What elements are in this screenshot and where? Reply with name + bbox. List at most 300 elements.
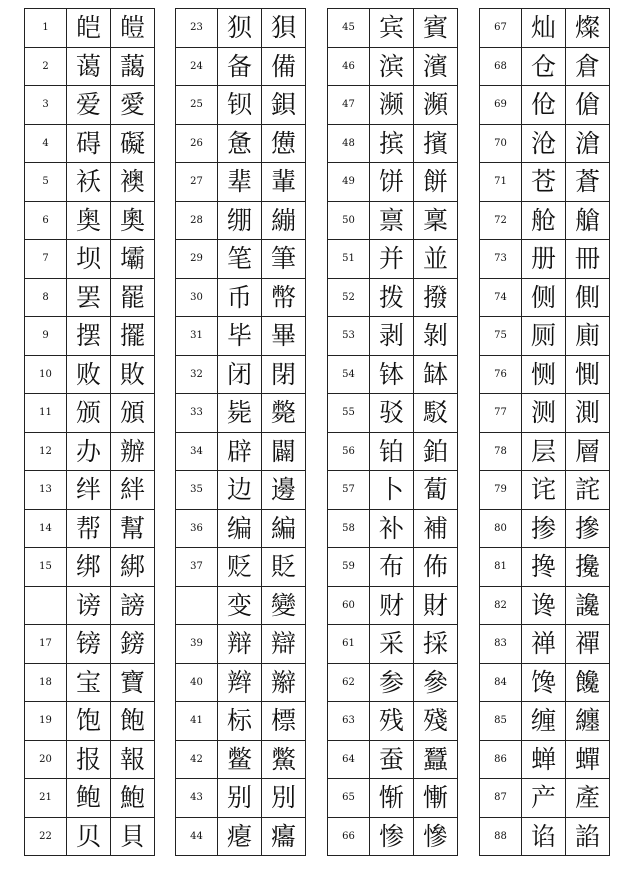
simplified-character: 毙	[218, 394, 262, 433]
table-row	[25, 740, 155, 779]
simplified-character: 边	[218, 471, 262, 510]
simplified-character: 铂	[370, 432, 414, 471]
table-row	[25, 394, 155, 433]
row-number: 32	[176, 355, 218, 394]
table-row	[480, 124, 610, 163]
row-number: 10	[25, 355, 67, 394]
traditional-character: 斃	[262, 394, 306, 433]
row-number: 74	[480, 278, 522, 317]
traditional-character: 駁	[414, 394, 458, 433]
simplified-character: 测	[522, 394, 566, 433]
row-number: 58	[328, 509, 370, 548]
table-row	[328, 355, 458, 394]
row-number: 60	[328, 586, 370, 625]
table-row	[25, 471, 155, 510]
row-number: 37	[176, 548, 218, 587]
table-row	[176, 586, 306, 625]
table-row	[25, 779, 155, 818]
table-row	[176, 471, 306, 510]
traditional-character: 筆	[262, 240, 306, 279]
traditional-character: 產	[566, 779, 610, 818]
simplified-character: 颁	[67, 394, 111, 433]
simplified-character: 币	[218, 278, 262, 317]
row-number: 14	[25, 509, 67, 548]
table-row	[328, 240, 458, 279]
row-number: 24	[176, 47, 218, 86]
row-number: 81	[480, 548, 522, 587]
traditional-character: 層	[566, 432, 610, 471]
simplified-character: 碍	[67, 124, 111, 163]
table-row	[176, 817, 306, 856]
table-row	[328, 740, 458, 779]
table-row	[176, 240, 306, 279]
table-row	[176, 740, 306, 779]
traditional-character: 參	[414, 663, 458, 702]
traditional-character: 攙	[566, 548, 610, 587]
traditional-character: 惻	[566, 355, 610, 394]
simplified-character: 袄	[67, 163, 111, 202]
row-number: 5	[25, 163, 67, 202]
traditional-character: 瀕	[414, 86, 458, 125]
row-number: 2	[25, 47, 67, 86]
row-number: 53	[328, 317, 370, 356]
row-number: 15	[25, 548, 67, 587]
row-number: 64	[328, 740, 370, 779]
table-row	[25, 625, 155, 664]
row-number: 29	[176, 240, 218, 279]
simplified-character: 笔	[218, 240, 262, 279]
character-table-column	[175, 8, 306, 856]
table-row	[328, 124, 458, 163]
traditional-character: 藹	[111, 47, 155, 86]
row-number: 86	[480, 740, 522, 779]
table-row	[480, 432, 610, 471]
simplified-character: 辫	[218, 663, 262, 702]
traditional-character: 禪	[566, 625, 610, 664]
traditional-character: 艙	[566, 201, 610, 240]
row-number: 72	[480, 201, 522, 240]
simplified-character: 报	[67, 740, 111, 779]
traditional-character: 幣	[262, 278, 306, 317]
table-row	[25, 201, 155, 240]
simplified-character: 驳	[370, 394, 414, 433]
row-number	[176, 586, 218, 625]
traditional-character: 濱	[414, 47, 458, 86]
table-row	[176, 432, 306, 471]
table-row	[328, 586, 458, 625]
row-number: 62	[328, 663, 370, 702]
row-number: 3	[25, 86, 67, 125]
table-row	[480, 509, 610, 548]
traditional-character: 稟	[414, 201, 458, 240]
table-row	[176, 355, 306, 394]
table-row	[480, 702, 610, 741]
traditional-character: 絆	[111, 471, 155, 510]
row-number: 8	[25, 278, 67, 317]
table-row	[176, 9, 306, 48]
table-row	[176, 509, 306, 548]
row-number: 45	[328, 9, 370, 48]
simplified-character: 瘪	[218, 817, 262, 856]
traditional-character: 蒼	[566, 163, 610, 202]
row-number: 52	[328, 278, 370, 317]
table-row	[176, 625, 306, 664]
traditional-character: 詫	[566, 471, 610, 510]
row-number: 61	[328, 625, 370, 664]
row-number: 28	[176, 201, 218, 240]
table-row	[328, 817, 458, 856]
row-number: 82	[480, 586, 522, 625]
character-table-column	[24, 8, 155, 856]
traditional-character: 蠶	[414, 740, 458, 779]
simplified-character: 罢	[67, 278, 111, 317]
simplified-character: 馋	[522, 663, 566, 702]
row-number: 59	[328, 548, 370, 587]
traditional-character: 礙	[111, 124, 155, 163]
simplified-character: 并	[370, 240, 414, 279]
table-row	[176, 394, 306, 433]
table-row	[328, 394, 458, 433]
simplified-character: 帮	[67, 509, 111, 548]
row-number: 7	[25, 240, 67, 279]
simplified-character: 濒	[370, 86, 414, 125]
table-row	[480, 317, 610, 356]
traditional-character: 綁	[111, 548, 155, 587]
table-row	[25, 278, 155, 317]
row-number: 44	[176, 817, 218, 856]
simplified-character: 残	[370, 702, 414, 741]
traditional-character: 狽	[262, 9, 306, 48]
traditional-character: 廁	[566, 317, 610, 356]
traditional-character: 財	[414, 586, 458, 625]
row-number: 63	[328, 702, 370, 741]
character-table-column	[327, 8, 458, 856]
traditional-character: 蔔	[414, 471, 458, 510]
table-row	[480, 817, 610, 856]
traditional-character: 癟	[262, 817, 306, 856]
table-row	[328, 201, 458, 240]
table-row	[176, 201, 306, 240]
simplified-character: 掺	[522, 509, 566, 548]
traditional-character: 憊	[262, 124, 306, 163]
table-row	[25, 9, 155, 48]
traditional-character: 剝	[414, 317, 458, 356]
simplified-character: 补	[370, 509, 414, 548]
simplified-character: 宾	[370, 9, 414, 48]
row-number	[25, 586, 67, 625]
simplified-character: 奥	[67, 201, 111, 240]
traditional-character: 貝	[111, 817, 155, 856]
simplified-character: 狈	[218, 9, 262, 48]
row-number: 6	[25, 201, 67, 240]
table-row	[480, 740, 610, 779]
row-number: 40	[176, 663, 218, 702]
table-row	[328, 317, 458, 356]
simplified-character: 参	[370, 663, 414, 702]
row-number: 49	[328, 163, 370, 202]
row-number: 36	[176, 509, 218, 548]
traditional-character: 倉	[566, 47, 610, 86]
table-row	[480, 586, 610, 625]
traditional-character: 慚	[414, 779, 458, 818]
traditional-character: 鎊	[111, 625, 155, 664]
table-row	[25, 432, 155, 471]
simplified-character: 绑	[67, 548, 111, 587]
table-row	[176, 278, 306, 317]
traditional-character: 並	[414, 240, 458, 279]
row-number: 12	[25, 432, 67, 471]
table-row	[176, 548, 306, 587]
traditional-character: 殘	[414, 702, 458, 741]
simplified-character: 坝	[67, 240, 111, 279]
simplified-character: 饱	[67, 702, 111, 741]
simplified-character: 布	[370, 548, 414, 587]
simplified-character: 贬	[218, 548, 262, 587]
simplified-character: 禅	[522, 625, 566, 664]
traditional-character: 諂	[566, 817, 610, 856]
table-row	[25, 47, 155, 86]
traditional-character: 餅	[414, 163, 458, 202]
row-number: 42	[176, 740, 218, 779]
simplified-character: 钡	[218, 86, 262, 125]
row-number: 43	[176, 779, 218, 818]
traditional-character: 鮑	[111, 779, 155, 818]
traditional-character: 貶	[262, 548, 306, 587]
row-number: 34	[176, 432, 218, 471]
row-number: 13	[25, 471, 67, 510]
table-row	[328, 163, 458, 202]
traditional-character: 謗	[111, 586, 155, 625]
simplified-character: 毕	[218, 317, 262, 356]
table-row	[480, 625, 610, 664]
traditional-character: 擺	[111, 317, 155, 356]
table-row	[176, 317, 306, 356]
traditional-character: 鉑	[414, 432, 458, 471]
traditional-character: 冊	[566, 240, 610, 279]
row-number: 84	[480, 663, 522, 702]
traditional-character: 壩	[111, 240, 155, 279]
traditional-character: 辯	[262, 625, 306, 664]
traditional-character: 標	[262, 702, 306, 741]
traditional-character: 補	[414, 509, 458, 548]
table-row	[480, 86, 610, 125]
simplified-character: 惭	[370, 779, 414, 818]
table-row	[328, 86, 458, 125]
table-row	[480, 163, 610, 202]
table-row	[176, 779, 306, 818]
table-row	[25, 663, 155, 702]
simplified-character: 摈	[370, 124, 414, 163]
row-number: 47	[328, 86, 370, 125]
simplified-character: 钵	[370, 355, 414, 394]
traditional-character: 滄	[566, 124, 610, 163]
simplified-character: 标	[218, 702, 262, 741]
simplified-character: 变	[218, 586, 262, 625]
table-row	[176, 47, 306, 86]
row-number: 30	[176, 278, 218, 317]
row-number: 65	[328, 779, 370, 818]
traditional-character: 缽	[414, 355, 458, 394]
traditional-character: 幫	[111, 509, 155, 548]
traditional-character: 饞	[566, 663, 610, 702]
table-row	[328, 9, 458, 48]
row-number: 79	[480, 471, 522, 510]
table-row	[328, 432, 458, 471]
simplified-character: 惫	[218, 124, 262, 163]
table-row	[25, 586, 155, 625]
row-number: 21	[25, 779, 67, 818]
row-number: 23	[176, 9, 218, 48]
row-number: 70	[480, 124, 522, 163]
character-table-column	[479, 8, 610, 856]
traditional-character: 閉	[262, 355, 306, 394]
table-row	[25, 124, 155, 163]
row-number: 33	[176, 394, 218, 433]
simplified-character: 败	[67, 355, 111, 394]
traditional-character: 擯	[414, 124, 458, 163]
traditional-character: 頒	[111, 394, 155, 433]
simplified-character: 卜	[370, 471, 414, 510]
table-row	[480, 394, 610, 433]
table-row	[480, 471, 610, 510]
row-number: 39	[176, 625, 218, 664]
traditional-character: 佈	[414, 548, 458, 587]
simplified-character: 辈	[218, 163, 262, 202]
row-number: 35	[176, 471, 218, 510]
table-row	[480, 9, 610, 48]
row-number: 41	[176, 702, 218, 741]
simplified-character: 采	[370, 625, 414, 664]
simplified-character: 蝉	[522, 740, 566, 779]
simplified-character: 缠	[522, 702, 566, 741]
row-number: 22	[25, 817, 67, 856]
table-row	[328, 625, 458, 664]
table-row	[328, 509, 458, 548]
simplified-character: 谄	[522, 817, 566, 856]
simplified-character: 仓	[522, 47, 566, 86]
table-row	[480, 240, 610, 279]
table-row	[176, 86, 306, 125]
simplified-character: 剥	[370, 317, 414, 356]
row-number: 4	[25, 124, 67, 163]
simplified-character: 恻	[522, 355, 566, 394]
table-row	[25, 817, 155, 856]
row-number: 51	[328, 240, 370, 279]
row-number: 54	[328, 355, 370, 394]
row-number: 80	[480, 509, 522, 548]
row-number: 71	[480, 163, 522, 202]
traditional-character: 奧	[111, 201, 155, 240]
row-number: 77	[480, 394, 522, 433]
simplified-character: 诧	[522, 471, 566, 510]
simplified-character: 惨	[370, 817, 414, 856]
table-row	[328, 548, 458, 587]
traditional-character: 測	[566, 394, 610, 433]
simplified-character: 摆	[67, 317, 111, 356]
simplified-character: 辩	[218, 625, 262, 664]
table-row	[25, 240, 155, 279]
row-number: 9	[25, 317, 67, 356]
row-number: 73	[480, 240, 522, 279]
traditional-character: 慘	[414, 817, 458, 856]
table-row	[480, 663, 610, 702]
traditional-character: 採	[414, 625, 458, 664]
simplified-character: 苍	[522, 163, 566, 202]
traditional-character: 鋇	[262, 86, 306, 125]
table-row	[176, 124, 306, 163]
table-row	[328, 278, 458, 317]
traditional-character: 畢	[262, 317, 306, 356]
simplified-character: 舱	[522, 201, 566, 240]
traditional-character: 纏	[566, 702, 610, 741]
row-number: 83	[480, 625, 522, 664]
traditional-character: 賓	[414, 9, 458, 48]
simplified-character: 谤	[67, 586, 111, 625]
traditional-character: 闢	[262, 432, 306, 471]
traditional-character: 輩	[262, 163, 306, 202]
table-row	[328, 47, 458, 86]
row-number: 11	[25, 394, 67, 433]
row-number: 68	[480, 47, 522, 86]
row-number: 19	[25, 702, 67, 741]
table-row	[25, 355, 155, 394]
table-row	[480, 355, 610, 394]
traditional-character: 傖	[566, 86, 610, 125]
table-row	[328, 471, 458, 510]
simplified-character: 办	[67, 432, 111, 471]
traditional-character: 愛	[111, 86, 155, 125]
traditional-character: 辦	[111, 432, 155, 471]
simplified-character: 鳖	[218, 740, 262, 779]
simplified-character: 皑	[67, 9, 111, 48]
table-row	[176, 163, 306, 202]
simplified-character: 禀	[370, 201, 414, 240]
row-number: 20	[25, 740, 67, 779]
row-number: 55	[328, 394, 370, 433]
traditional-character: 罷	[111, 278, 155, 317]
simplified-character: 蚕	[370, 740, 414, 779]
simplified-character: 辟	[218, 432, 262, 471]
traditional-character: 辮	[262, 663, 306, 702]
simplified-character: 编	[218, 509, 262, 548]
simplified-character: 备	[218, 47, 262, 86]
table-row	[25, 86, 155, 125]
row-number: 46	[328, 47, 370, 86]
traditional-character: 鱉	[262, 740, 306, 779]
row-number: 85	[480, 702, 522, 741]
row-number: 56	[328, 432, 370, 471]
row-number: 31	[176, 317, 218, 356]
traditional-character: 敗	[111, 355, 155, 394]
simplified-character: 滨	[370, 47, 414, 86]
traditional-character: 別	[262, 779, 306, 818]
traditional-character: 摻	[566, 509, 610, 548]
row-number: 78	[480, 432, 522, 471]
table-row	[480, 201, 610, 240]
traditional-character: 備	[262, 47, 306, 86]
table-row	[480, 47, 610, 86]
simplified-character: 谗	[522, 586, 566, 625]
row-number: 66	[328, 817, 370, 856]
simplified-character: 侧	[522, 278, 566, 317]
table-row	[480, 278, 610, 317]
simplified-character: 财	[370, 586, 414, 625]
table-row	[480, 548, 610, 587]
traditional-character: 編	[262, 509, 306, 548]
row-number: 57	[328, 471, 370, 510]
traditional-character: 燦	[566, 9, 610, 48]
traditional-character: 報	[111, 740, 155, 779]
